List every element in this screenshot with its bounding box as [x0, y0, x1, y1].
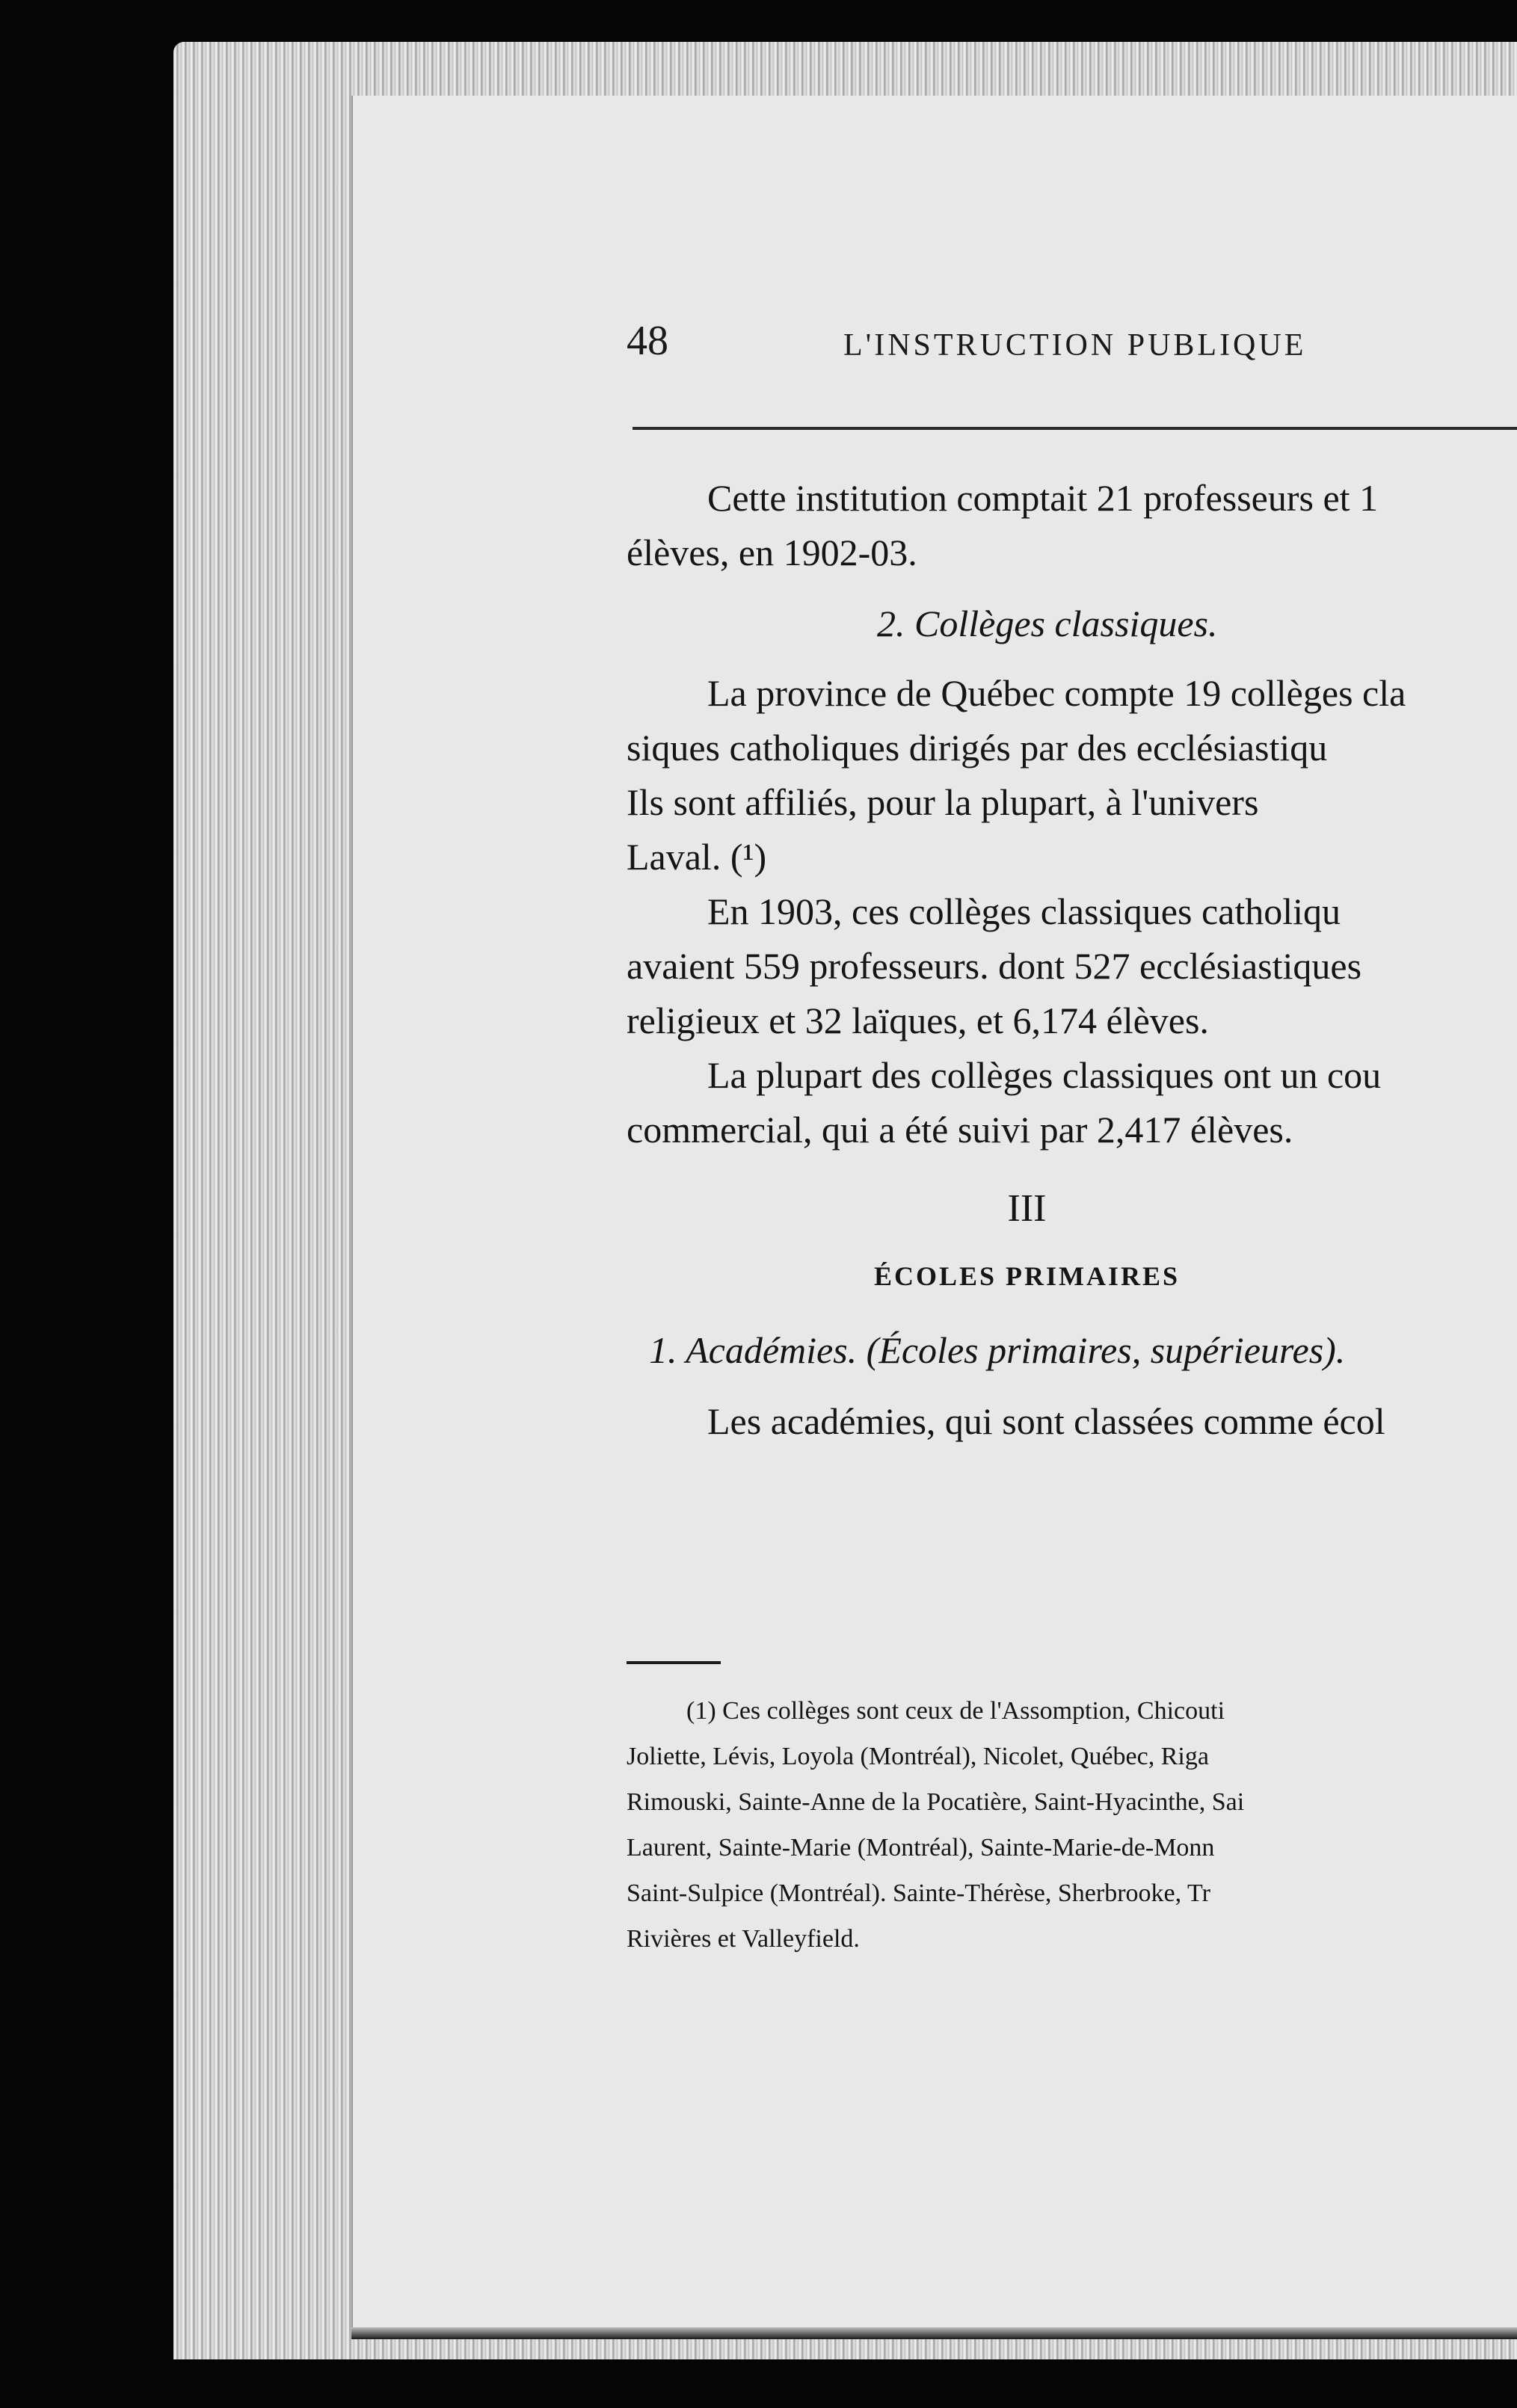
footnote-line: (1) Ces collèges sont ceux de l'Assomption, Chicouti [686, 1697, 1225, 1725]
body-line: siques catholiques dirigés par des ecclésiastiqu [627, 727, 1328, 769]
body-line: Les académies, qui sont classées comme écol [707, 1400, 1385, 1442]
body-line: La province de Québec compte 19 collèges cla [707, 672, 1406, 714]
footnote-line: Rivières et Valleyfield. [627, 1925, 860, 1953]
running-head [627, 317, 1517, 377]
page-bottom-edge [351, 2327, 1517, 2339]
footnote-rule [627, 1661, 721, 1664]
footnote-line: Rimouski, Sainte-Anne de la Pocatière, Saint-Hyacinthe, Sai [627, 1788, 1245, 1816]
body-line: Laval. (¹) [627, 836, 767, 878]
subsection-heading: 1. Académies. (Écoles primaires, supérieures). [649, 1329, 1346, 1371]
body-line: Cette institution comptait 21 professeurs et 1 [707, 477, 1379, 519]
body-line: Ils sont affiliés, pour la plupart, à l'univers [627, 781, 1259, 823]
chapter-title: ÉCOLES PRIMAIRES [873, 1261, 1181, 1291]
page-number: 48 [627, 318, 668, 364]
chapter-numeral: III [1007, 1187, 1047, 1230]
section-heading: 2. Collèges classiques. [877, 603, 1218, 644]
body-line: élèves, en 1902-03. [627, 532, 917, 573]
footnote-line: Joliette, Lévis, Loyola (Montréal), Nicolet, Québec, Riga [627, 1743, 1209, 1770]
footnote [627, 1688, 1517, 1962]
body-line: commercial, qui a été suivi par 2,417 élèves. [627, 1109, 1293, 1151]
body-line: La plupart des collèges classiques ont un cou [707, 1054, 1382, 1096]
running-title: L'INSTRUCTION PUBLIQUE [843, 328, 1307, 363]
body-line: avaient 559 professeurs. dont 527 ecclésiastiques [627, 945, 1362, 987]
body-line: En 1903, ces collèges classiques catholiqu [707, 890, 1341, 932]
footnote-line: Saint-Sulpice (Montréal). Sainte-Thérèse, Sherbrooke, Tr [627, 1879, 1210, 1907]
body-line: religieux et 32 laïques, et 6,174 élèves. [627, 1000, 1209, 1041]
footnote-line: Laurent, Sainte-Marie (Montréal), Sainte-Marie-de-Monn [627, 1834, 1215, 1862]
header-rule [633, 427, 1517, 430]
body-text [627, 471, 1517, 1449]
